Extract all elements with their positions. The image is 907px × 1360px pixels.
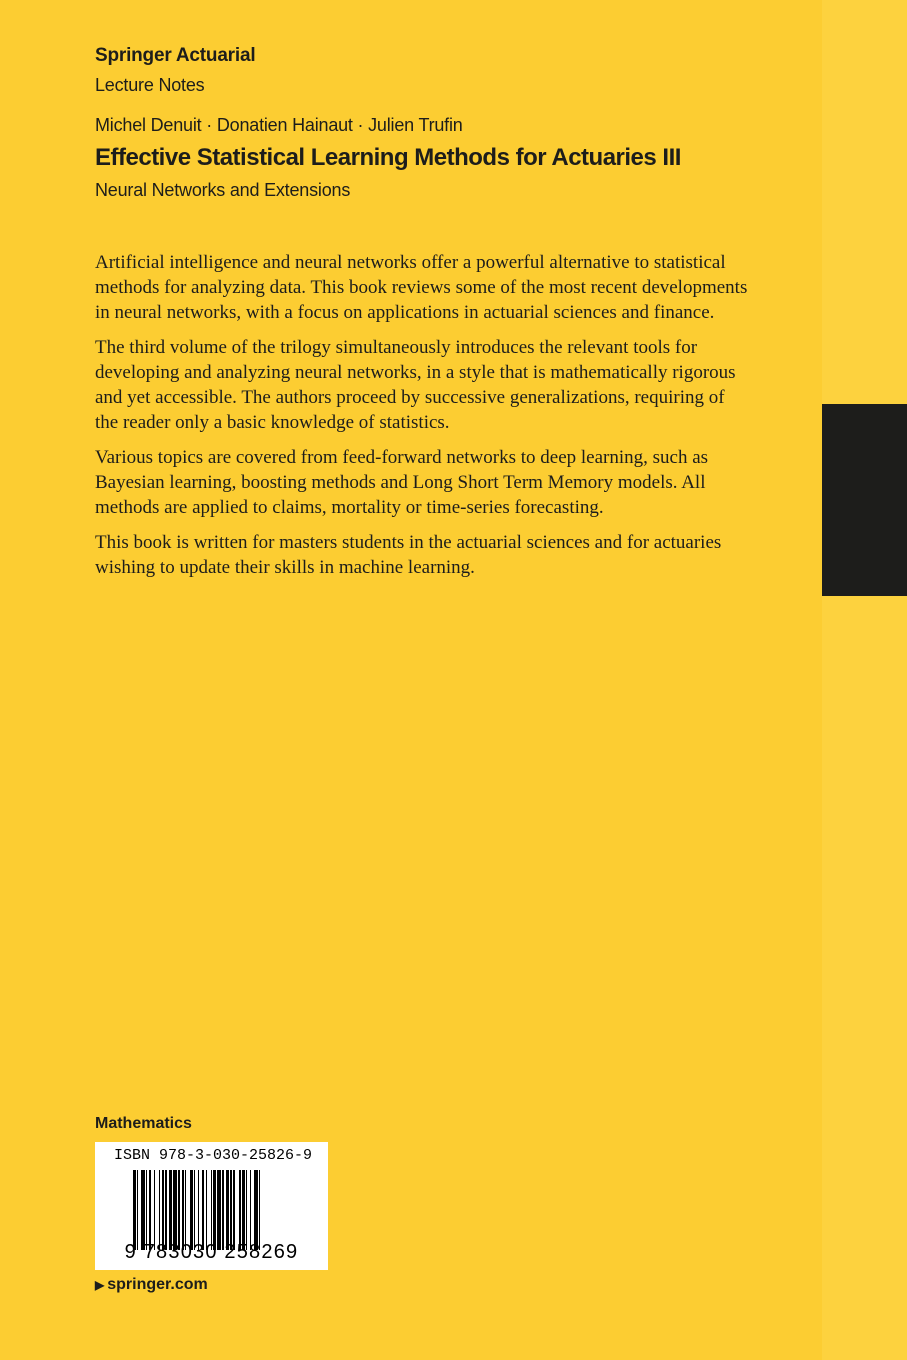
barcode-digits: 9 783030 258269 <box>124 1241 299 1263</box>
barcode <box>95 1142 328 1270</box>
blurb-paragraph: Artificial intelligence and neural networks offer a powerful alternative to statistical methods for analyzing data. This book reviews some of the most recent developments in neural networks, with a focus on applications in actuarial sciences and finance. <box>95 252 748 323</box>
barcode-bar <box>260 1170 263 1250</box>
isbn-label: ISBN 978-3-030-25826-9 <box>114 1147 313 1164</box>
subseries-name: Lecture Notes <box>95 75 205 95</box>
barcode-bars <box>133 1170 308 1250</box>
blurb <box>95 250 795 590</box>
book-subtitle: Neural Networks and Extensions <box>95 180 351 200</box>
blurb-paragraph: Various topics are covered from feed-forward networks to deep learning, such as Bayesian learning, boosting methods and Long Short Term Memory models. All methods are applied to claims, mortality or time-series forecasting. <box>95 447 709 518</box>
series-name: Springer Actuarial <box>95 45 256 66</box>
blurb-paragraph: The third volume of the trilogy simultaneously introduces the relevant tools for developing and analyzing neural networks, in a style that is mathematically rigorous and yet accessible. The authors proceed by successive generalizations, requiring of the reader only a basic knowledge of statistics. <box>95 337 736 433</box>
side-color-block <box>822 404 907 596</box>
book-title: Effective Statistical Learning Methods for Actuaries III <box>95 144 681 171</box>
author-list: Michel Denuit · Donatien Hainaut · Julien Trufin <box>95 115 463 135</box>
website-link[interactable] <box>95 1276 208 1294</box>
triangle-right-icon: ▶ <box>95 1278 105 1292</box>
blurb-paragraph: This book is written for masters students in the actuarial sciences and for actuaries wishing to update their skills in machine learning. <box>95 532 722 578</box>
spine-strip <box>822 0 907 1360</box>
website-label: springer.com <box>107 1276 208 1293</box>
subject-label: Mathematics <box>95 1115 192 1132</box>
